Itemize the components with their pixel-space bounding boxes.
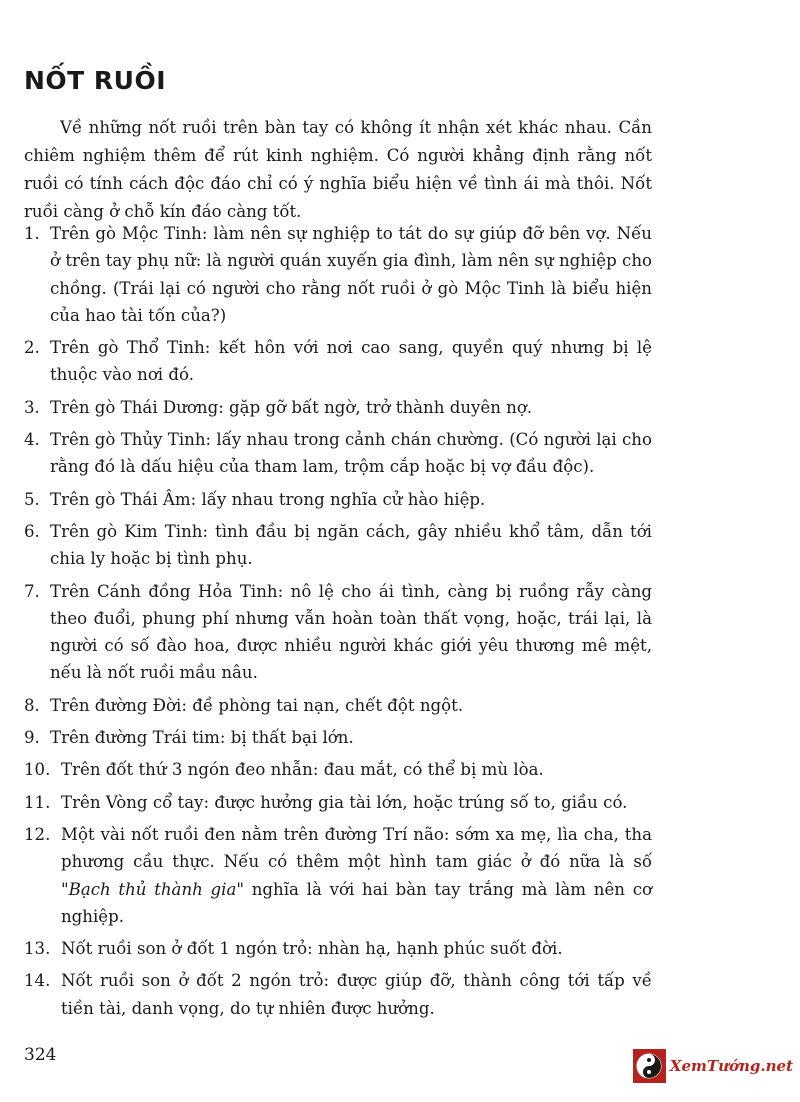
- list-item: [24, 220, 652, 329]
- yin-yang-icon: [633, 1049, 666, 1083]
- item-number: 8.: [24, 695, 40, 715]
- item-number: 13.: [24, 939, 51, 959]
- watermark-logo: [633, 1049, 793, 1083]
- item-text: Trên Cánh đồng Hỏa Tinh: nô lệ cho ái tình, càng bị ruồng rẫy càng theo đuổi, phung phí nhưng vẫn hoàn toàn thất vọng, hoặc, trái lại, là người có số đào hoa, được nhiều người khác giới yêu thương mê mệt, nếu là nốt ruồi mầu nâu.: [50, 581, 652, 683]
- item-text: Trên gò Mộc Tinh: làm nên sự nghiệp to tát do sự giúp đỡ bên vợ. Nếu ở trên tay phụ nữ: là người quán xuyến gia đình, làm nên sự nghiệp cho chồng. (Trái lại có người cho rằng nốt ruồi ở gò Mộc Tinh là biểu hiện của hao tài tốn của?): [50, 224, 652, 325]
- mole-list: [24, 220, 652, 1027]
- list-item: [24, 821, 652, 930]
- list-item: [24, 724, 652, 751]
- item-text: Trên gò Thái Dương: gặp gỡ bất ngờ, trở thành duyên nợ.: [50, 397, 533, 417]
- item-number: 4.: [24, 430, 40, 450]
- item-text: Nốt ruồi son ở đốt 2 ngón trỏ: được giúp đỡ, thành công tới tấp về tiền tài, danh vọng, do tự nhiên được hưởng.: [61, 971, 652, 1018]
- list-item: [24, 394, 652, 421]
- section-heading: NỐT RUỒI: [24, 66, 167, 95]
- item-text: Nốt ruồi son ở đốt 1 ngón trỏ: nhàn hạ, hạnh phúc suốt đời.: [61, 939, 563, 959]
- list-item: [24, 426, 652, 481]
- item-text: Trên đốt thứ 3 ngón đeo nhẫn: đau mắt, có thể bị mù lòa.: [61, 760, 544, 780]
- item-text: Trên Vòng cổ tay: được hưởng gia tài lớn, hoặc trúng số to, giầu có.: [61, 792, 628, 812]
- item-number: 12.: [24, 824, 51, 844]
- intro-paragraph: Về những nốt ruồi trên bàn tay có không ít nhận xét khác nhau. Cần chiêm nghiệm thêm để rút kinh nghiệm. Có người khẳng định rằng nốt ruồi có tính cách độc đáo chỉ có ý nghĩa biểu hiện về tình ái mà thôi. Nốt ruồi càng ở chỗ kín đáo càng tốt.: [24, 118, 652, 221]
- item-text-part: Một vài nốt ruồi đen nằm trên đường Trí não: sớm xa mẹ, lìa cha, tha phương cầu thực. Nếu có thêm một hình tam giác ở đó nữa là số: [61, 824, 652, 872]
- item-number: 11.: [24, 792, 51, 812]
- item-text-italic: "Bạch thủ thành gia": [61, 879, 245, 899]
- item-number: 10.: [24, 760, 51, 780]
- item-text: [61, 821, 652, 930]
- item-number: 5.: [24, 489, 40, 509]
- list-item: [24, 789, 652, 816]
- item-text: Trên gò Thủy Tinh: lấy nhau trong cảnh chán chường. (Có người lại cho rằng đó là dấu hiệu của tham lam, trộm cắp hoặc bị vợ đầu độc).: [50, 430, 652, 477]
- list-item: [24, 935, 652, 962]
- item-text: Trên gò Kim Tinh: tình đầu bị ngăn cách, gây nhiều khổ tâm, dẫn tới chia ly hoặc bị tình phụ.: [50, 521, 652, 569]
- item-number: 14.: [24, 971, 51, 991]
- item-number: 2.: [24, 338, 40, 358]
- item-text: Trên gò Thái Âm: lấy nhau trong nghĩa cử hào hiệp.: [50, 489, 486, 509]
- item-number: 6.: [24, 521, 40, 541]
- list-item: [24, 756, 652, 783]
- list-item: [24, 334, 652, 389]
- item-text: Trên đường Trái tim: bị thất bại lớn.: [50, 728, 354, 748]
- item-text: Trên gò Thổ Tinh: kết hôn với nơi cao sang, quyền quý nhưng bị lệ thuộc vào nơi đó.: [50, 338, 652, 385]
- list-item: [24, 518, 652, 573]
- page-number: 324: [24, 1045, 57, 1065]
- item-number: 7.: [24, 581, 40, 601]
- item-text: Trên đường Đời: đề phòng tai nạn, chết đột ngột.: [50, 695, 464, 715]
- item-number: 9.: [24, 728, 40, 748]
- list-item: [24, 578, 652, 687]
- list-item: [24, 486, 652, 513]
- item-number: 1.: [24, 224, 40, 243]
- watermark-text: XemTướng.net: [669, 1057, 793, 1075]
- list-item: [24, 692, 652, 719]
- list-item: [24, 967, 652, 1022]
- item-number: 3.: [24, 397, 40, 417]
- item-text-part: nghĩa là với hai bàn tay trắng mà làm nên cơ nghiệp.: [61, 879, 652, 926]
